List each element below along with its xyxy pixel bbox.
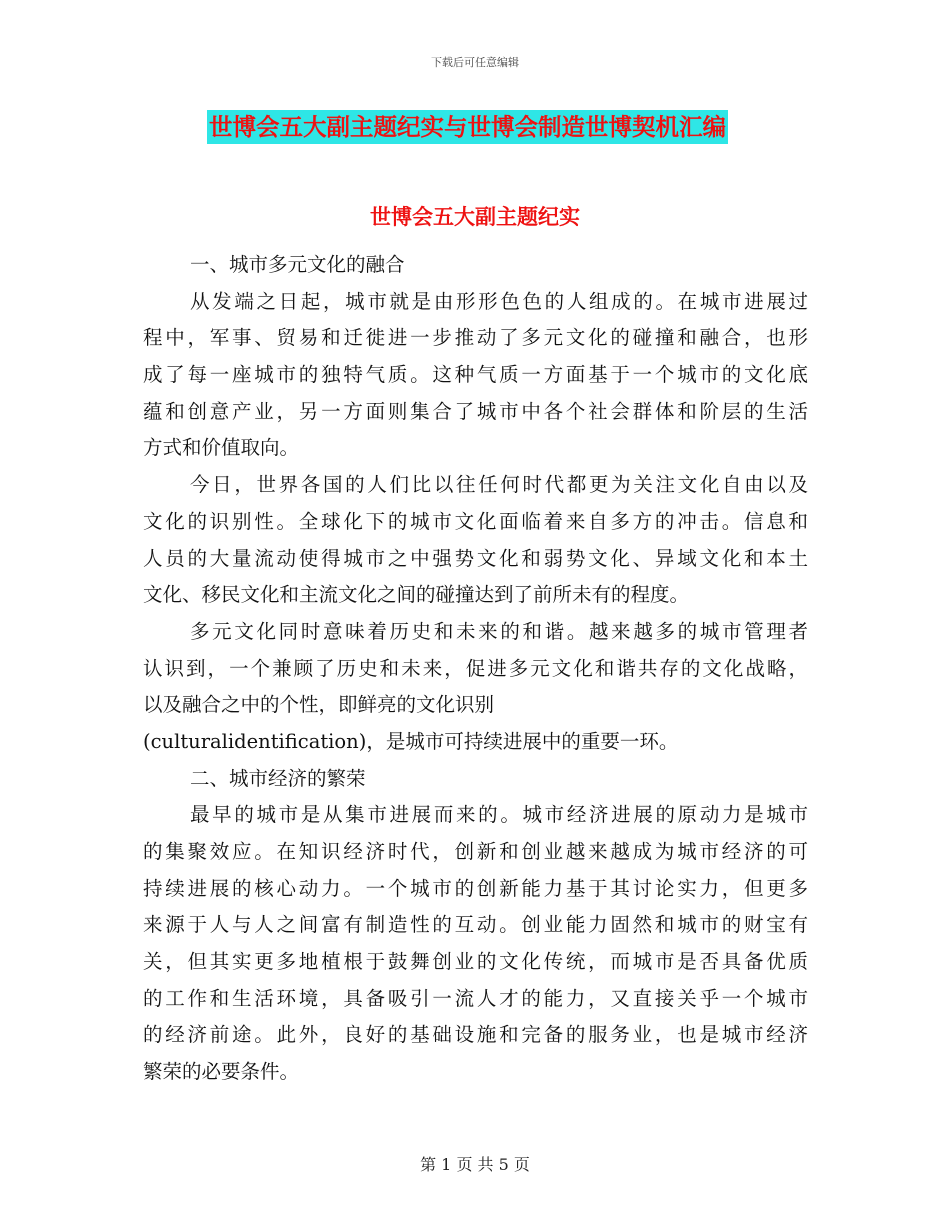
main-title-highlight [207, 110, 728, 144]
section-title: 世博会五大副主题纪实 [370, 205, 580, 229]
paragraph-line: 程中，军事、贸易和迁徙进一步推动了多元文化的碰撞和融合，也形 [143, 326, 808, 350]
paragraph-line: 认识到，一个兼顾了历史和未来，促进多元文化和谐共存的文化战略， [143, 656, 808, 680]
paragraph-line: (culturalidentification)，是城市可持续进展中的重要一环。 [143, 729, 679, 753]
document-body [143, 247, 808, 1091]
paragraph-line: 最早的城市是从集市进展而来的。城市经济进展的原动力是城市 [190, 803, 808, 827]
paragraph-line: 的经济前途。此外，良好的基础设施和完备的服务业，也是城市经济 [143, 1023, 808, 1047]
paragraph-line: 蕴和创意产业，另一方面则集合了城市中各个社会群体和阶层的生活 [143, 399, 808, 423]
paragraph-line: 来源于人与人之间富有制造性的互动。创业能力固然和城市的财宝有 [143, 913, 808, 937]
paragraph-line: 人员的大量流动使得城市之中强势文化和弱势文化、异域文化和本土 [143, 546, 808, 570]
paragraph-line: 多元文化同时意味着历史和未来的和谐。越来越多的城市管理者 [190, 619, 808, 643]
heading-urban-economy: 二、城市经济的繁荣 [190, 766, 366, 790]
paragraph-line: 从发端之日起，城市就是由形形色色的人组成的。在城市进展过 [190, 289, 808, 313]
paragraph-line: 今日，世界各国的人们比以往任何时代都更为关注文化自由以及 [190, 473, 808, 497]
paragraph-line: 成了每一座城市的独特气质。这种气质一方面基于一个城市的文化底 [143, 363, 808, 387]
heading-cultural-fusion: 一、城市多元文化的融合 [190, 253, 405, 276]
paragraph-line: 关，但其实更多地植根于鼓舞创业的文化传统，而城市是否具备优质 [143, 950, 808, 974]
paragraph-line: 的工作和生活环境，具备吸引一流人才的能力，又直接关乎一个城市 [143, 986, 808, 1010]
paragraph-line: 持续进展的核心动力。一个城市的创新能力基于其讨论实力，但更多 [143, 876, 808, 900]
header-note: 下载后可任意编辑 [431, 56, 519, 69]
paragraph-line: 的集聚效应。在知识经济时代，创新和创业越来越成为城市经济的可 [143, 840, 808, 863]
page-footer: 第 1 页 共 5 页 [420, 1155, 530, 1174]
paragraph-line: 文化的识别性。全球化下的城市文化面临着来自多方的冲击。信息和 [143, 509, 808, 533]
paragraph-line: 以及融合之中的个性，即鲜亮的文化识别 [143, 693, 495, 717]
paragraph-line: 繁荣的必要条件。 [143, 1060, 300, 1084]
main-title: 世博会五大副主题纪实与世博会制造世博契机汇编 [209, 113, 726, 141]
paragraph-line: 方式和价值取向。 [143, 436, 300, 460]
paragraph-line: 文化、移民文化和主流文化之间的碰撞达到了前所未有的程度。 [143, 583, 690, 607]
